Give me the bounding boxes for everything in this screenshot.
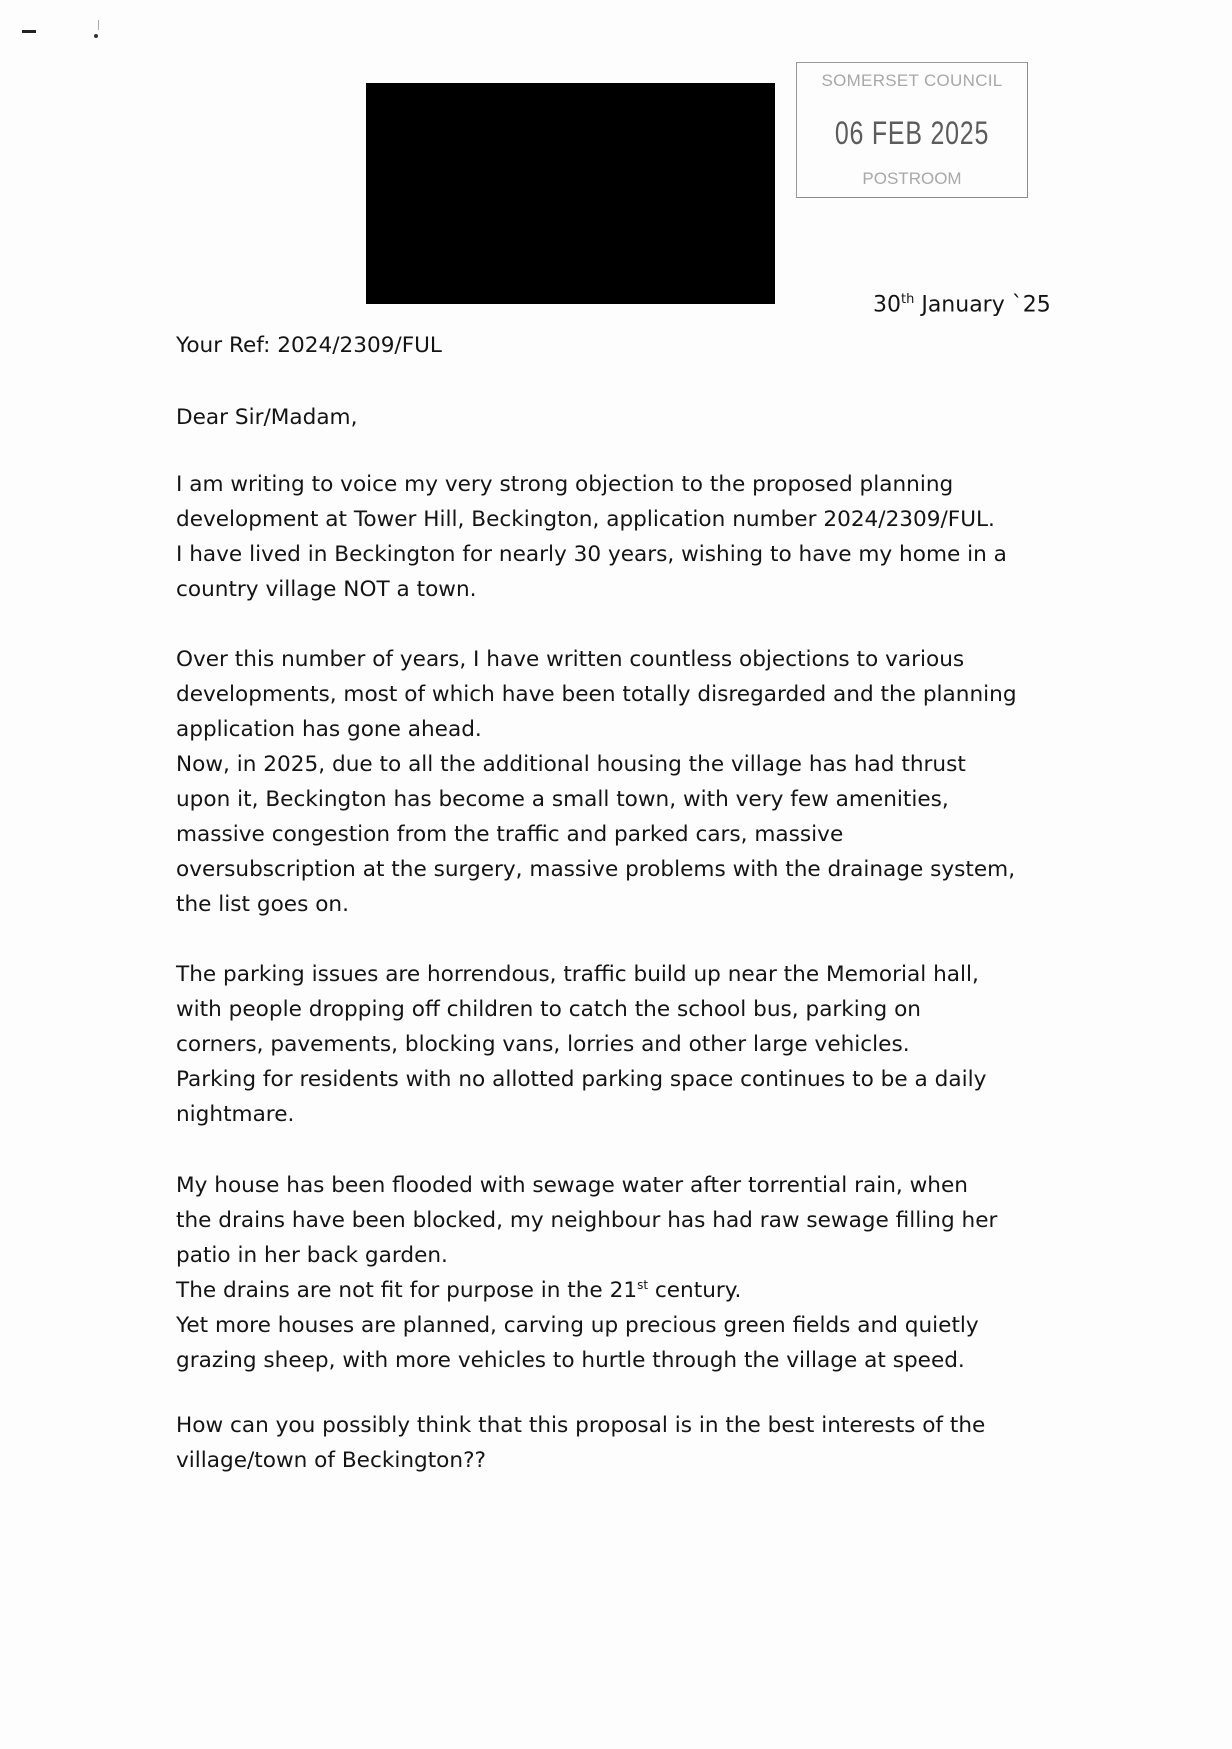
paragraph-closing-question: How can you possibly think that this proposal is in the best interests of the village/town of Beckington?? — [176, 1413, 986, 1473]
stamp-organisation: SOMERSET COUNCIL — [821, 71, 1003, 90]
received-stamp — [796, 62, 1028, 198]
letter-date-suffix: th — [901, 292, 915, 307]
paragraph-objection: I am writing to voice my very strong objection to the proposed planning development at Tower Hill, Beckington, application number 2024/2309/FUL. I have lived in Beckington for nearly 30 years, wishing to have my home in a country village NOT a town. — [176, 472, 1007, 602]
scan-artifact — [94, 34, 98, 38]
salutation: Dear Sir/Madam, — [176, 405, 358, 430]
scan-artifact — [98, 20, 99, 30]
paragraph-drainage — [176, 1168, 1076, 1378]
letter-date — [873, 292, 1051, 317]
reference-line: Your Ref: 2024/2309/FUL — [176, 333, 442, 358]
stamp-department: POSTROOM — [862, 169, 962, 188]
ordinal-suffix: st — [637, 1277, 649, 1292]
redacted-address-block — [366, 83, 775, 304]
letter-date-rest: January `25 — [914, 292, 1051, 318]
scan-artifact — [22, 30, 36, 33]
stamp-date: 06 FEB 2025 — [834, 115, 990, 151]
paragraph-history: Over this number of years, I have written countless objections to various developments, most of which have been totally disregarded and the planning application has gone ahead. Now, in 2025, due to all the additional housing the village has had thrust upon it, Beckington has become a small town, with very few amenities, massive congestion from the traffic and parked cars, massive oversubscription at the surgery, massive problems with the drainage system, the list goes on. — [176, 647, 1017, 917]
paragraph-drainage-part2: century. Yet more houses are planned, carving up precious green fields and quietly grazing sheep, with more vehicles to hurtle through the village at speed. — [176, 1278, 979, 1373]
letter-date-day: 30 — [873, 292, 901, 318]
paragraph-drainage-part1: My house has been flooded with sewage water after torrential rain, when the drains have been blocked, my neighbour has had raw sewage filling her patio in her back garden. The drains are not fit for purpose in the 21 — [176, 1173, 998, 1303]
paragraph-parking: The parking issues are horrendous, traffic build up near the Memorial hall, with people dropping off children to catch the school bus, parking on corners, pavements, blocking vans, lorries and other large vehicles. Parking for residents with no allotted parking space continues to be a daily nightmare. — [176, 962, 987, 1127]
